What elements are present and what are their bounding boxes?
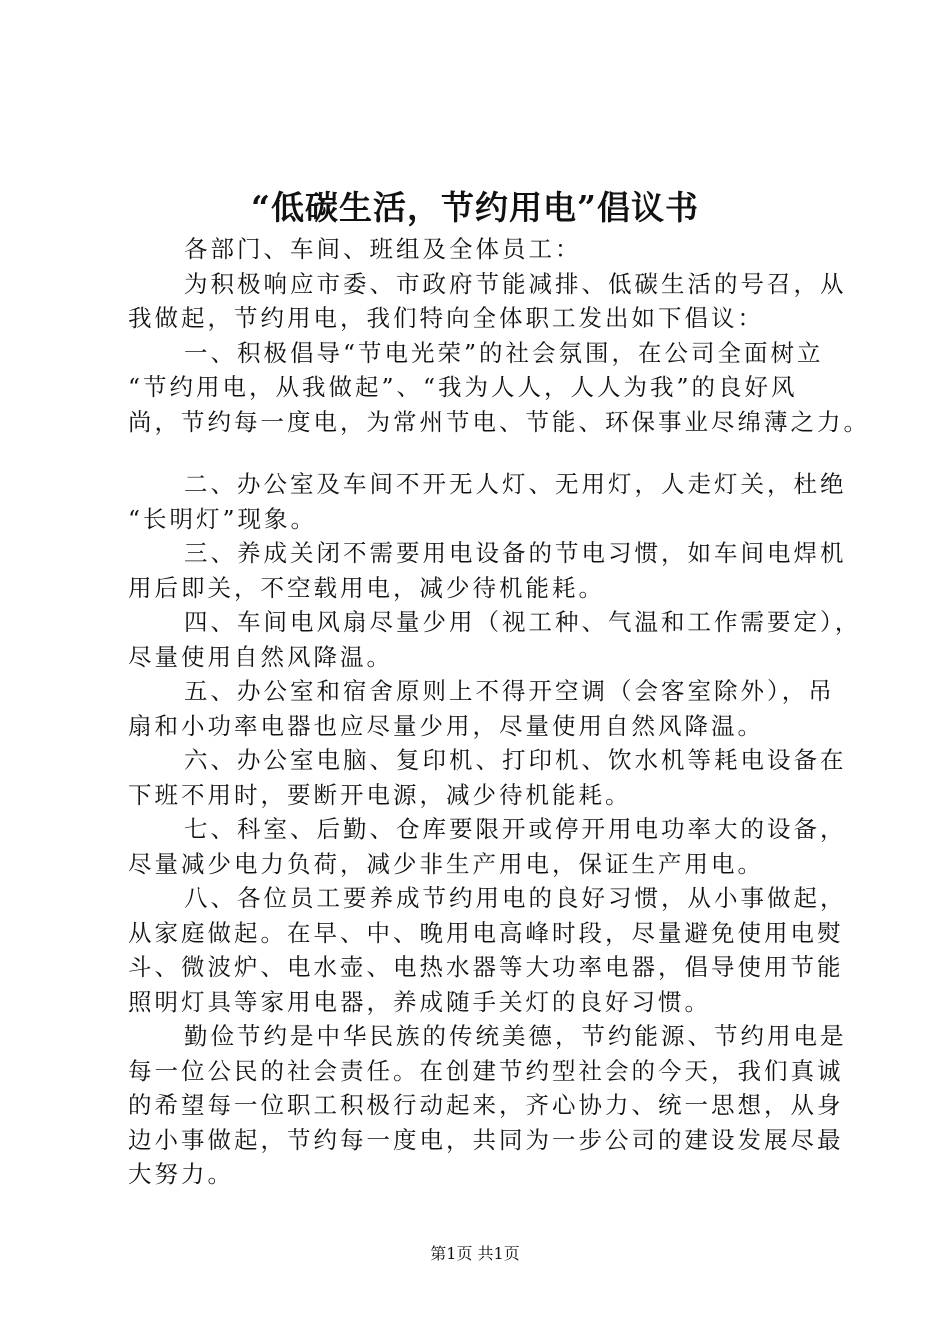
item-5-line: 扇和小功率电器也应尽量少用，尽量使用自然风降温。 [128,711,764,740]
item-8-line: 从家庭做起。在早、中、晚用电高峰时段，尽量避免使用电熨 [128,918,844,947]
item-7-line: 尽量减少电力负荷，减少非生产用电，保证生产用电。 [128,849,764,878]
paragraph-gap [128,439,838,467]
salutation-line: 各部门、车间、班组及全体员工： [184,235,582,263]
item-8-line: 八、各位员工要养成节约用电的良好习惯，从小事做起， [184,884,847,912]
item-1-line: 一、积极倡导“节电光荣”的社会氛围，在公司全面树立 [184,338,824,367]
intro-line: 我做起，节约用电，我们特向全体职工发出如下倡议： [128,304,764,332]
closing-line: 每一位公民的社会责任。在创建节约型社会的今天，我们真诚 [128,1056,844,1085]
page-footer: 第1页 共1页 [430,1244,520,1263]
intro-line: 为积极响应市委、市政府节能减排、低碳生活的号召，从 [184,269,847,298]
document-title: “低碳生活，节约用电”倡议书 [251,188,699,227]
document-body [128,232,870,1192]
item-2-line: 二、办公室及车间不开无人灯、无用灯，人走灯关，杜绝 [184,470,847,498]
item-7-line: 七、科室、后勤、仓库要限开或停开用电功率大的设备， [184,815,847,843]
item-4-line: 四、车间电风扇尽量少用（视工种、气温和工作需要定）， [184,608,862,636]
item-6-line: 六、办公室电脑、复印机、打印机、饮水机等耗电设备在 [184,746,847,774]
item-4-line: 尽量使用自然风降温。 [128,642,393,671]
item-3-line: 三、养成关闭不需要用电设备的节电习惯，如车间电焊机 [184,539,847,567]
closing-line: 的希望每一位职工积极行动起来，齐心协力、统一思想，从身 [128,1091,844,1119]
closing-line: 边小事做起，节约每一度电，共同为一步公司的建设发展尽最 [128,1125,844,1154]
closing-line: 大努力。 [128,1160,234,1188]
item-2-line: “长明灯”现象。 [128,504,318,533]
item-1-line: “节约用电，从我做起”、“我为人人，人人为我”的良好风 [128,373,798,401]
closing-line: 勤俭节约是中华民族的传统美德，节约能源、节约用电是 [184,1022,847,1050]
item-5-line: 五、办公室和宿舍原则上不得开空调（会客室除外），吊 [184,677,835,705]
item-8-line: 斗、微波炉、电水壶、电热水器等大功率电器，倡导使用节能 [128,953,844,981]
item-3-line: 用后即关，不空载用电，减少待机能耗。 [128,573,605,602]
item-6-line: 下班不用时，要断开电源，减少待机能耗。 [128,780,632,809]
item-1-line: 尚，节约每一度电，为常州节电、节能、环保事业尽绵薄之力。 [128,407,870,436]
item-8-line: 照明灯具等家用电器，养成随手关灯的良好习惯。 [128,987,711,1016]
